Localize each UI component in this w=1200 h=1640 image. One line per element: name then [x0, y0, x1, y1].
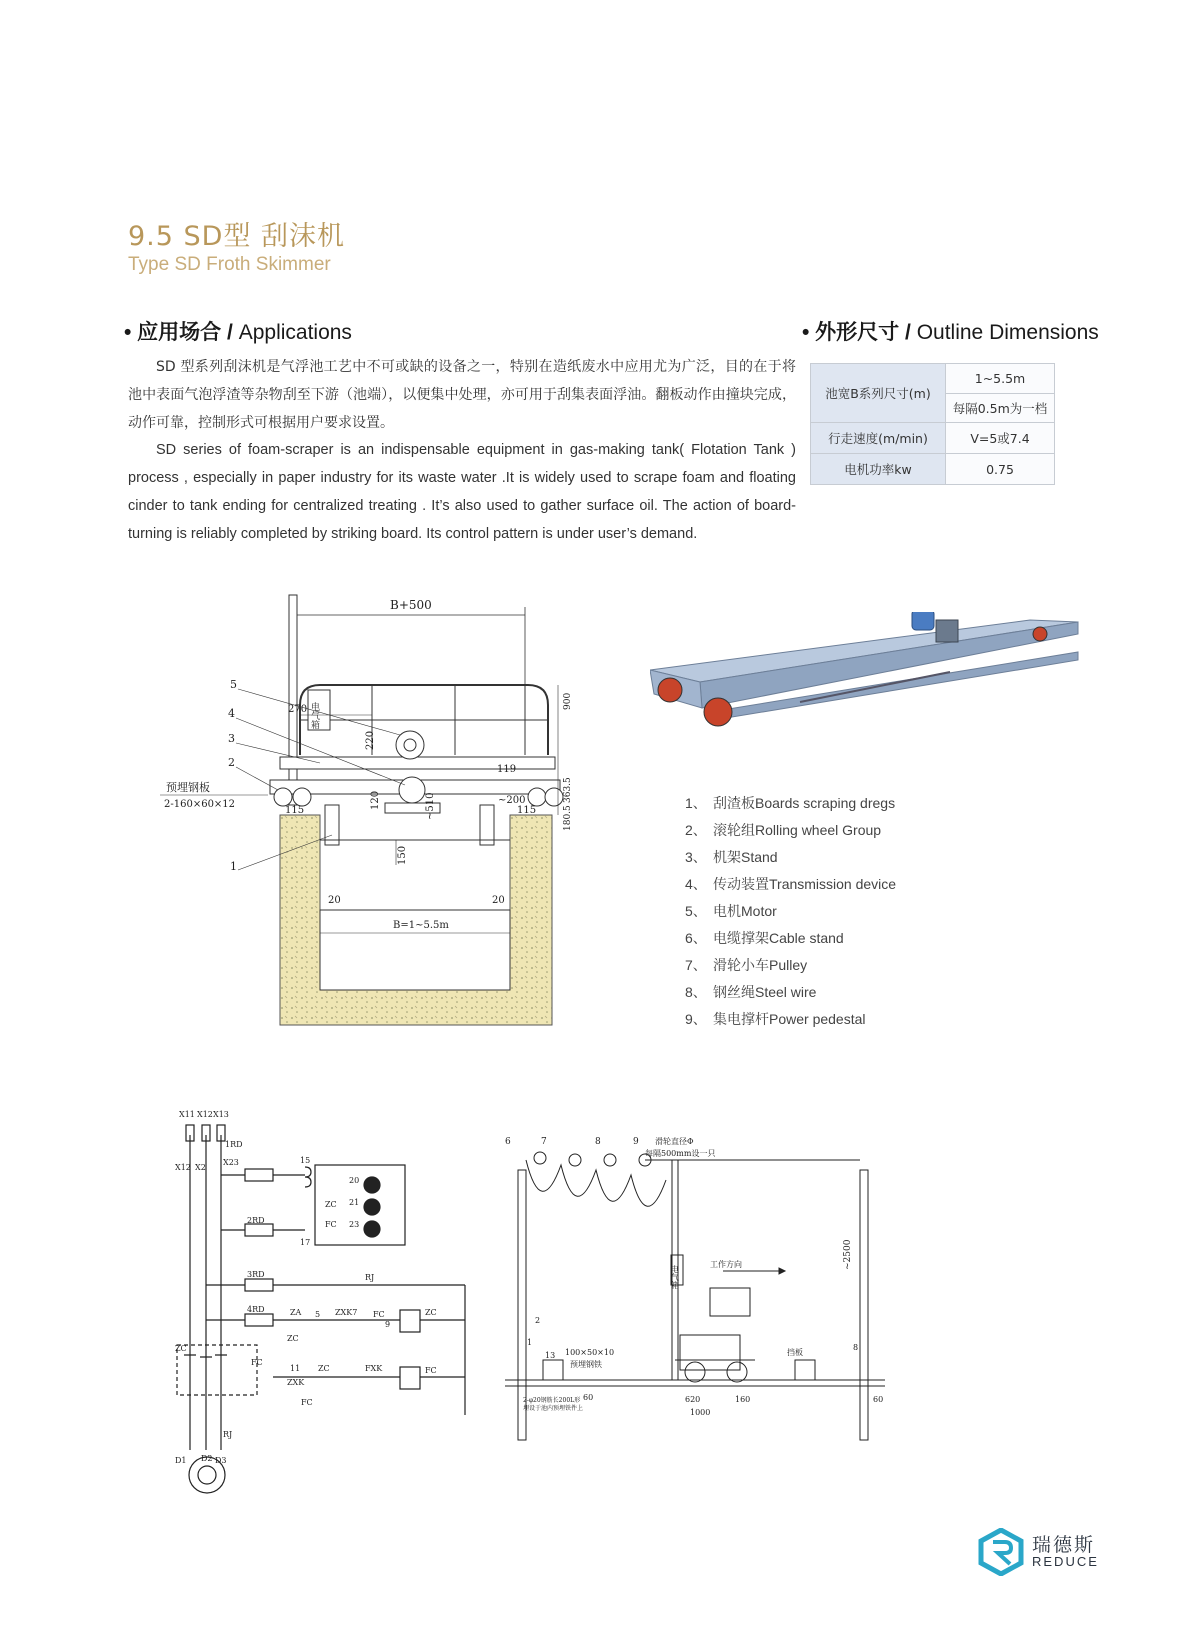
embed-note-2: 埋设于池内预埋铁件上 [523, 1405, 584, 1412]
table-cell-label: 电机功率kw [811, 454, 946, 485]
label-23: 23 [349, 1220, 360, 1229]
label-zc4: ZC [318, 1364, 330, 1373]
label-rj2: RJ [223, 1430, 233, 1439]
dim-900: 900 [563, 692, 573, 710]
applications-text-cn [128, 353, 796, 437]
plate-label: 预埋钢板 [166, 781, 210, 794]
dim-60: 60 [583, 1393, 594, 1402]
label-d3: D3 [215, 1456, 227, 1465]
pulley-note-1: 滑轮直径Φ [655, 1137, 694, 1146]
label-1rd: 1RD [225, 1140, 243, 1149]
label-x12: X12 [175, 1163, 191, 1172]
company-logo [978, 1528, 1108, 1576]
side-box-label: 电气箱 [670, 1265, 680, 1289]
dim-1000: 1000 [690, 1408, 711, 1417]
label-zxk: ZXK [287, 1378, 305, 1387]
beam-size: 100×50×10 [565, 1348, 615, 1357]
table-cell-label: 行走速度(m/min) [811, 423, 946, 454]
label-21: 21 [349, 1198, 360, 1207]
dim-220: 220 [365, 730, 376, 750]
table-cell-value: 0.75 [946, 454, 1055, 485]
label-fxk: FXK [365, 1364, 383, 1373]
dim-119: 119 [497, 764, 517, 775]
label-zc5: ZC [175, 1344, 187, 1353]
dim-180: 180.5 [563, 805, 573, 831]
label-15: 15 [300, 1156, 311, 1165]
label-3rd: 3RD [247, 1270, 265, 1279]
dimensions-heading-cn: • 外形尺寸 / [802, 321, 917, 344]
side-callout-9: 9 [633, 1137, 639, 1147]
applications-text-cn-content: SD 型系列刮沫机是气浮池工艺中不可或缺的设备之一，特别在造纸废水中应用尤为广泛，目的在于将池中表面气泡浮渣等杂物刮至下游（池端），以便集中处理，亦可用于刮集表面浮油。翻板动作由撞块完成，动作可靠，控制形式可根据用户要求设置。 [128, 359, 796, 431]
list-item: 3、 机架Stand [685, 849, 778, 865]
callout-3: 3 [228, 732, 235, 745]
dim-top: B+500 [390, 598, 432, 612]
label-20: 20 [349, 1176, 360, 1185]
label-fc3: FC [425, 1366, 437, 1375]
side-label-8: 8 [853, 1343, 859, 1352]
dim-60b: 60 [873, 1395, 884, 1404]
embed-note: 2-φ20钢筋长200L形 [523, 1397, 581, 1404]
list-item: 7、 滑轮小车Pulley [685, 957, 808, 973]
list-item: 9、 集电撑杆Power pedestal [685, 1011, 866, 1027]
page-subtitle: Type SD Froth Skimmer [128, 254, 331, 275]
callout-5: 5 [230, 678, 237, 691]
dim-150: 150 [397, 845, 408, 865]
dim-200: ~200 [498, 795, 526, 806]
dim-160: 160 [735, 1395, 751, 1404]
applications-heading-cn: • 应用场合 / [124, 321, 239, 344]
parts-list [685, 790, 896, 1033]
label-17: 17 [300, 1238, 311, 1247]
label-5: 5 [315, 1310, 321, 1319]
pulley-note-2: 每隔500mm设一只 [645, 1149, 716, 1158]
dim-120: 120 [370, 790, 381, 810]
list-item: 5、 电机Motor [685, 903, 777, 919]
list-item: 2、 滚轮组Rolling wheel Group [685, 822, 882, 838]
table-row [811, 364, 1055, 394]
label-za: ZA [290, 1308, 302, 1317]
label-2rd: 2RD [247, 1216, 265, 1225]
table-cell-label: 池宽B系列尺寸(m) [811, 364, 946, 423]
circuit-diagram [175, 1095, 475, 1495]
applications-heading [124, 316, 352, 346]
label-rj: RJ [365, 1273, 375, 1282]
side-elevation-drawing [505, 1130, 885, 1460]
side-callout-6: 6 [505, 1137, 511, 1147]
dim-b: B=1~5.5m [393, 920, 449, 931]
callout-4: 4 [228, 707, 235, 720]
label-fc4: FC [301, 1398, 313, 1407]
dim-510: ~510 [425, 792, 436, 820]
side-callout-8: 8 [595, 1137, 601, 1147]
label-x23: X23 [223, 1158, 239, 1167]
terminal-x12: X12 [197, 1110, 213, 1119]
dim-115b: 115 [517, 805, 537, 816]
dim-20a: 20 [328, 895, 341, 906]
applications-text-en-content: SD series of foam-scraper is an indispensable equipment in gas-making tank( Flotation Tank ) process , especially in paper industry for its waste water .It is widely used to scrape foam and floating cinder to tank ending for centralized treating . It’s also used to gather surface oil. The action of board-turning is reliably completed by striking board. Its control pattern is under user’s demand. [128, 442, 796, 542]
terminal-x11: X11 [179, 1110, 195, 1119]
dim-20b: 20 [492, 895, 505, 906]
label-fc2: FC [373, 1310, 385, 1319]
label-zc2: ZC [425, 1308, 437, 1317]
dim-620: 620 [685, 1395, 701, 1404]
label-zc3: ZC [287, 1334, 299, 1343]
dimensions-heading [802, 316, 1099, 346]
front-section-drawing [160, 585, 580, 1045]
table-cell-value: 每隔0.5m为一档 [946, 393, 1055, 423]
table-cell-value: V=5或7.4 [946, 423, 1055, 454]
label-9: 9 [385, 1320, 391, 1329]
table-row [811, 423, 1055, 454]
label-zxk7: ZXK7 [335, 1308, 358, 1317]
table-row [811, 454, 1055, 485]
logo-text-cn: 瑞德斯 [1032, 1534, 1096, 1556]
label-fc1: FC [325, 1220, 337, 1229]
label-fc5: FC [251, 1358, 263, 1367]
dim-13: 13 [545, 1351, 556, 1360]
side-label-2: 2 [535, 1316, 541, 1325]
label-zc1: ZC [325, 1200, 337, 1209]
applications-text-en [128, 436, 796, 548]
dimensions-heading-en: Outline Dimensions [916, 321, 1099, 344]
product-illustration [650, 612, 1090, 762]
callout-2: 2 [228, 756, 235, 769]
dim-270: 270 [288, 704, 308, 715]
label-11: 11 [290, 1364, 301, 1373]
label-d2: D2 [201, 1454, 213, 1463]
terminal-x13: X13 [213, 1110, 229, 1119]
dim-363: 363.5 [563, 777, 573, 803]
dim-2500: ~2500 [843, 1239, 853, 1270]
list-item: 8、 钢丝绳Steel wire [685, 984, 817, 1000]
baffle-label: 挡板 [787, 1348, 803, 1357]
label-d1: D1 [175, 1456, 187, 1465]
page-title: 9.5 SD型 刮沫机 [128, 221, 346, 252]
side-label-1: 1 [527, 1338, 533, 1347]
callout-1: 1 [230, 860, 237, 873]
table-cell-value: 1~5.5m [946, 364, 1055, 394]
label-x2: X2 [195, 1163, 206, 1172]
direction-label: 工作方向 [710, 1260, 742, 1269]
logo-text-en: REDUCE [1032, 1554, 1099, 1569]
list-item: 1、 刮渣板Boards scraping dregs [685, 795, 896, 811]
front-box-label: 电气箱 [309, 702, 319, 729]
applications-heading-en: Applications [238, 321, 352, 344]
dimensions-table [810, 363, 1055, 485]
plate-size: 2-160×60×12 [164, 799, 236, 810]
list-item: 4、 传动装置Transmission device [685, 876, 897, 892]
dim-115a: 115 [285, 805, 305, 816]
side-callout-7: 7 [541, 1137, 547, 1147]
list-item: 6、 电缆撑架Cable stand [685, 930, 844, 946]
label-4rd: 4RD [247, 1305, 265, 1314]
embedded-plate: 预埋钢铁 [570, 1360, 602, 1369]
logo-hexagon-icon [978, 1528, 1024, 1576]
